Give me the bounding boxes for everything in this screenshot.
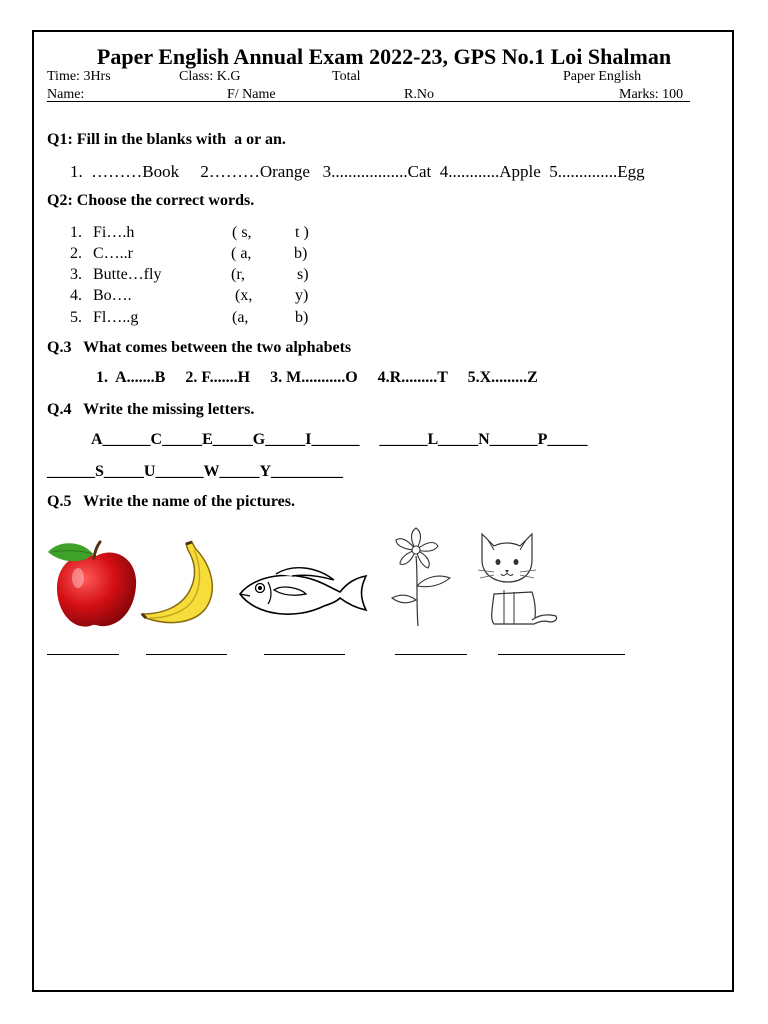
q1-title: Q1: Fill in the blanks with a or an.	[47, 131, 286, 148]
item-number: 4.	[70, 287, 82, 304]
item-word: C…..r	[93, 245, 133, 262]
q3-title: Q.3 What comes between the two alphabets	[47, 339, 352, 356]
item-word: Butte…fly	[93, 266, 162, 283]
fish-picture	[236, 562, 370, 622]
item-option-2: s)	[297, 266, 309, 283]
time-label: Time: 3Hrs	[47, 69, 111, 84]
item-option-2: b)	[294, 245, 308, 262]
answer-blank-cat	[498, 654, 625, 655]
q3-answer-line: 1. A.......B 2. F.......H 3. M...........O 4.R.........T 5.X.........Z	[96, 369, 538, 386]
answer-blank-flower	[395, 654, 467, 655]
item-option-2: y)	[295, 287, 309, 304]
answer-blank-banana	[146, 654, 227, 655]
q4-letters-line-1: A______C_____E_____G_____I______ ______L_____N______P_____	[91, 431, 588, 448]
header-underline	[47, 101, 690, 102]
item-option-2: t )	[295, 224, 309, 241]
father-name-field-label: F/ Name	[227, 87, 276, 102]
item-number: 1.	[70, 224, 82, 241]
banana-picture	[138, 538, 220, 628]
item-word: Fi….h	[93, 224, 135, 241]
item-number: 2.	[70, 245, 82, 262]
marks-label: Marks: 100	[619, 87, 684, 102]
q1-blanks-line: 1. ………Book 2………Orange 3..................Cat 4............Apple 5..............Egg	[70, 162, 645, 181]
item-option-2: b)	[295, 309, 309, 326]
flower-picture	[380, 526, 456, 628]
roll-number-field-label: R.No	[404, 87, 434, 102]
item-option-1: ( a,	[231, 245, 252, 262]
item-option-1: (a,	[232, 309, 249, 326]
item-option-1: (r,	[231, 266, 246, 283]
exam-title: Paper English Annual Exam 2022-23, GPS No.1 Loi Shalman	[96, 44, 672, 69]
apple-picture	[44, 538, 140, 630]
paper-label: Paper English	[563, 69, 642, 84]
cat-picture	[474, 530, 562, 628]
answer-blank-apple	[47, 654, 119, 655]
q5-title: Q.5 Write the name of the pictures.	[47, 493, 295, 510]
name-field-label: Name:	[47, 87, 85, 102]
q2-title: Q2: Choose the correct words.	[47, 192, 255, 209]
item-word: Fl…..g	[93, 309, 139, 326]
q4-letters-line-2: ______S_____U______W_____Y_________	[47, 463, 344, 480]
total-label: Total	[332, 69, 361, 84]
item-word: Bo….	[93, 287, 132, 304]
class-label: Class: K.G	[179, 69, 241, 84]
answer-blank-fish	[264, 654, 345, 655]
q4-title: Q.4 Write the missing letters.	[47, 401, 255, 418]
item-number: 3.	[70, 266, 82, 283]
item-number: 5.	[70, 309, 82, 326]
item-option-1: (x,	[235, 287, 253, 304]
item-option-1: ( s,	[232, 224, 252, 241]
